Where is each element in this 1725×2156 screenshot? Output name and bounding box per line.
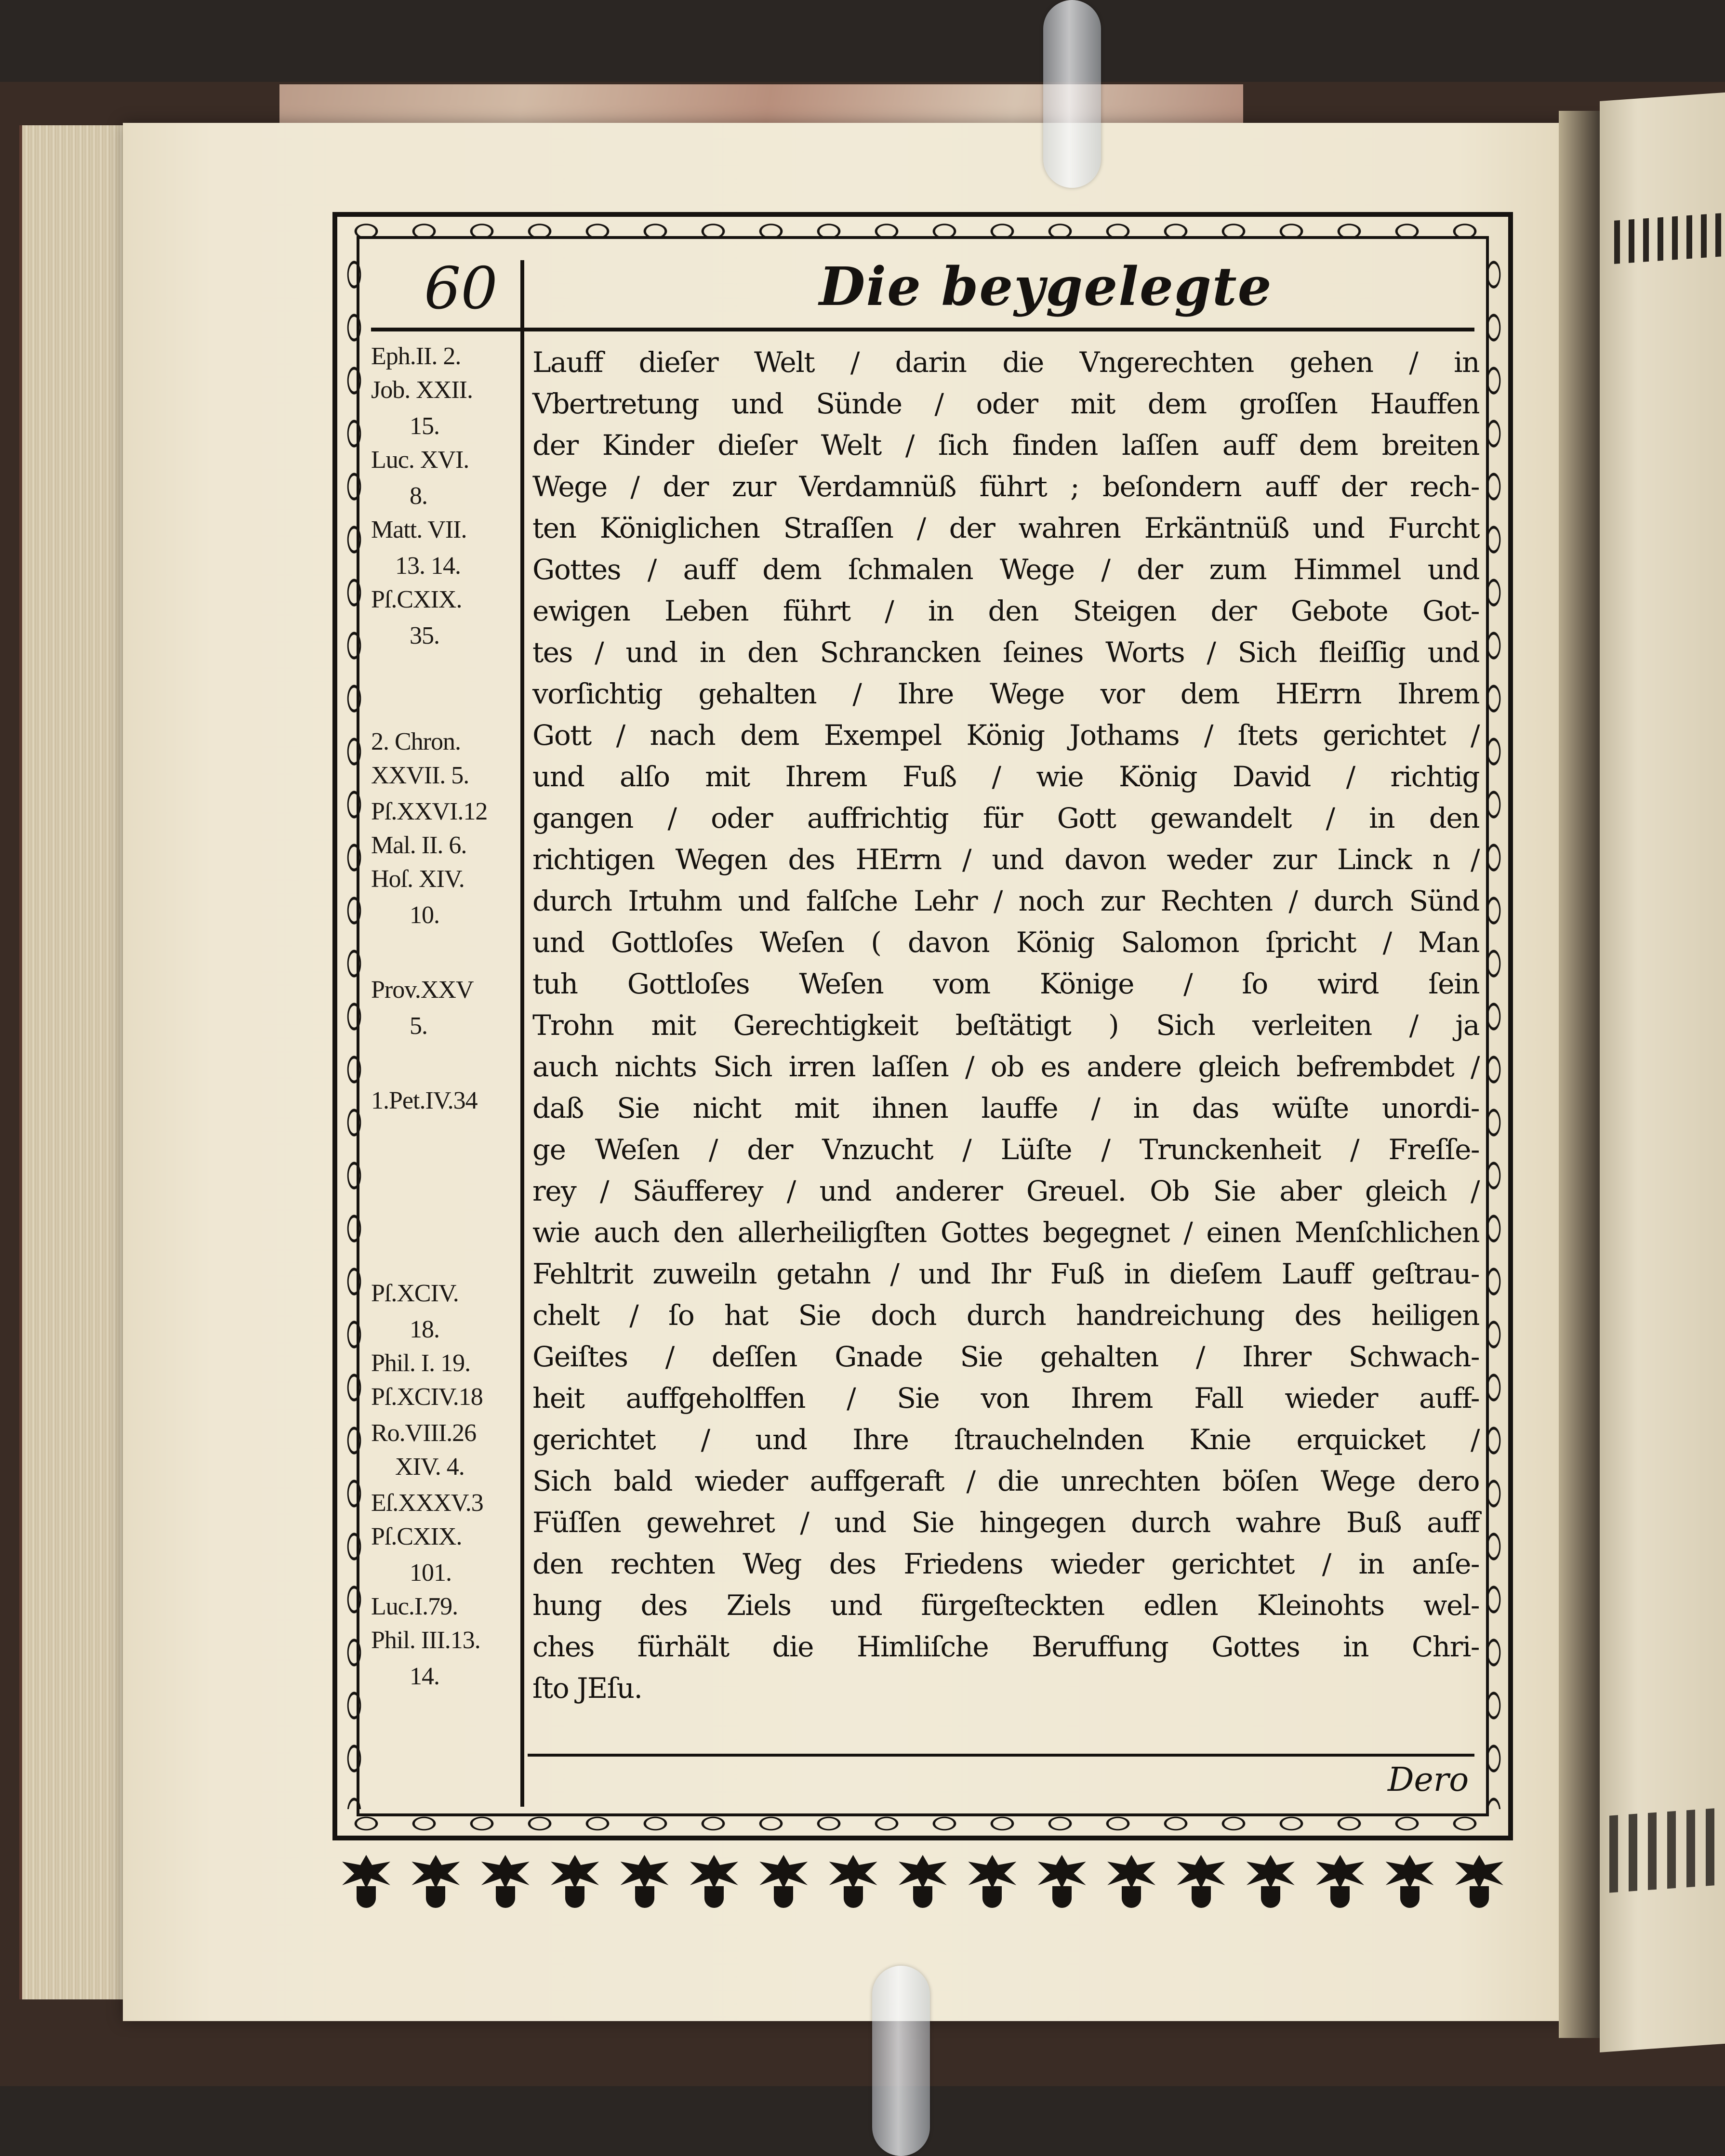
footer-rule	[528, 1754, 1474, 1757]
text-line: der Kinder dieſer Welt / ſich finden laſſen auff dem breiten	[532, 429, 1479, 462]
text-line: tes / und in den Schrancken ſeines Worts / Sich fleiſſig und	[532, 636, 1479, 669]
fleuron-icon	[894, 1852, 952, 1910]
fleuron-icon	[337, 1852, 395, 1910]
margin-ref: Hoſ. XIV.	[371, 865, 464, 893]
margin-ref: XXVII. 5.	[371, 762, 469, 789]
left-ornament-border	[340, 248, 369, 1809]
text-line: und Gottloſes Weſen ( davon König Salomon ſpricht / Man	[532, 926, 1479, 959]
fleuron-icon	[685, 1852, 743, 1910]
text-line: Trohn mit Gerechtigkeit beſtätigt ) Sich verleiten / ja	[532, 1009, 1479, 1042]
top-ornament-border	[337, 214, 1508, 248]
margin-ref: Eſ.XXXV.3	[371, 1489, 483, 1517]
margin-ref: 5.	[410, 1012, 427, 1040]
page-clip-bottom	[872, 1966, 930, 2156]
text-line: daß Sie nicht mit ihnen lauffe / in das wüſte unordi-	[532, 1092, 1479, 1124]
fleuron-icon	[616, 1852, 674, 1910]
margin-column-rule	[520, 260, 524, 1807]
book-gutter	[1559, 111, 1602, 2038]
margin-ref: Prov.XXV	[371, 976, 474, 1004]
text-line: Sich bald wieder auffgeraft / die unrechten böſen Wege dero	[532, 1465, 1479, 1497]
text-line: heit auffgeholffen / Sie von Ihrem Fall wieder auff-	[532, 1382, 1479, 1415]
text-line: Gottes / auff dem ſchmalen Wege / der zum Himmel und	[532, 553, 1479, 586]
text-line: Wege / der zur Verdamnüß führt ; beſondern auff der rech-	[532, 470, 1479, 503]
text-line: Vbertretung und Sünde / oder mit dem groſſen Hauffen	[532, 387, 1479, 420]
fleuron-icon	[1102, 1852, 1160, 1910]
margin-ref: Luc. XVI.	[371, 446, 469, 474]
margin-ref: 14.	[410, 1663, 439, 1690]
text-line: wie auch den allerheiligſten Gottes begegnet / einen Menſchlichen	[532, 1216, 1479, 1249]
margin-ref: Pſ.CXIX.	[371, 586, 462, 613]
text-line: Geiſtes / deſſen Gnade Sie gehalten / Ihrer Schwach-	[532, 1340, 1479, 1373]
text-line: rey / Säufferey / und anderer Greuel. Ob Sie aber gleich /	[532, 1175, 1479, 1207]
margin-ref: 2. Chron.	[371, 728, 461, 755]
text-line: ſto JEſu.	[532, 1672, 642, 1705]
margin-ref: Pſ.XCIV.18	[371, 1383, 483, 1411]
text-line: ches fürhält die Himliſche Beruffung Gottes in Chri-	[532, 1630, 1479, 1663]
text-line: Gott / nach dem Exempel König Jothams / ſtets gerichtet /	[532, 719, 1479, 752]
text-line: Lauff dieſer Welt / darin die Vngerechten gehen / in	[532, 346, 1479, 379]
text-line: den rechten Weg des Friedens wieder gerichtet / in anſe-	[532, 1548, 1479, 1580]
fleuron-icon	[824, 1852, 882, 1910]
text-line: gerichtet / und Ihre ſtrauchelnden Knie erquicket /	[532, 1423, 1479, 1456]
margin-ref: 35.	[410, 622, 439, 649]
page-number: 60	[424, 255, 498, 322]
margin-ref: 13. 14.	[395, 552, 461, 580]
fleuron-icon	[1311, 1852, 1369, 1910]
margin-ref: Job. XXII.	[371, 376, 473, 404]
margin-ref: 18.	[410, 1316, 439, 1343]
facing-page	[1600, 93, 1725, 2052]
margin-ref: 1.Pet.IV.34	[371, 1087, 478, 1114]
text-line: Füſſen gewehret / und Sie hingegen durch wahre Buß auff	[532, 1506, 1479, 1539]
margin-ref: 8.	[410, 482, 427, 510]
fleuron-icon	[1172, 1852, 1230, 1910]
header-rule	[371, 328, 1474, 331]
fleuron-icon	[477, 1852, 534, 1910]
margin-ref: Phil. III.13.	[371, 1627, 480, 1654]
margin-ref: Eph.II. 2.	[371, 343, 461, 370]
fleuron-icon	[546, 1852, 604, 1910]
margin-ref: Pſ.XXVI.12	[371, 798, 488, 825]
facing-page-ornament-top	[1614, 212, 1725, 264]
fleuron-ornament-band	[337, 1848, 1508, 1915]
text-line: durch Irtuhm und falſche Lehr / noch zur Rechten / durch Sünd	[532, 885, 1479, 917]
page-edges	[19, 125, 138, 1999]
margin-ref: Mal. II. 6.	[371, 832, 467, 859]
running-head: Die beygelegte	[819, 255, 1273, 317]
margin-ref: Pſ.XCIV.	[371, 1280, 459, 1307]
margin-ref: 101.	[410, 1559, 451, 1587]
margin-ref: Ro.VIII.26	[371, 1419, 477, 1447]
text-line: tuh Gottloſes Weſen vom Könige / ſo wird ſein	[532, 967, 1479, 1000]
fleuron-icon	[407, 1852, 464, 1910]
right-ornament-border	[1479, 248, 1508, 1809]
bottom-ornament-border	[337, 1809, 1508, 1838]
text-line: hung des Ziels und fürgeſteckten edlen Kleinohts wel-	[532, 1589, 1479, 1622]
margin-ref: Luc.I.79.	[371, 1593, 458, 1620]
text-line: ge Weſen / der Vnzucht / Lüſte / Trunckenheit / Freſſe-	[532, 1133, 1479, 1166]
catchword: Dero	[1388, 1761, 1469, 1799]
text-line: chelt / ſo hat Sie doch durch handreichung des heiligen	[532, 1299, 1479, 1332]
text-line: und alſo mit Ihrem Fuß / wie König David / richtig	[532, 760, 1479, 793]
margin-ref: 15.	[410, 412, 439, 440]
margin-ref: XIV. 4.	[395, 1453, 464, 1481]
text-line: auch nichts Sich irren laſſen / ob es andere gleich befrembdet /	[532, 1050, 1479, 1083]
margin-ref: Phil. I. 19.	[371, 1349, 471, 1377]
facing-page-ornament-bottom	[1609, 1807, 1725, 1892]
text-line: Fehltrit zuweiln getahn / und Ihr Fuß in dieſem Lauff geſtrau-	[532, 1257, 1479, 1290]
fleuron-icon	[1381, 1852, 1439, 1910]
text-line: richtigen Wegen des HErrn / und davon weder zur Linck n /	[532, 843, 1479, 876]
text-line: gangen / oder auffrichtig für Gott gewandelt / in den	[532, 802, 1479, 834]
fleuron-icon	[1450, 1852, 1508, 1910]
margin-ref: Pſ.CXIX.	[371, 1523, 462, 1550]
fleuron-icon	[1033, 1852, 1091, 1910]
text-line: ten Königlichen Straſſen / der wahren Erkäntnüß und Furcht	[532, 512, 1479, 544]
page-clip-top	[1043, 0, 1101, 188]
fleuron-icon	[1242, 1852, 1300, 1910]
margin-ref: 10.	[410, 901, 439, 929]
margin-ref: Matt. VII.	[371, 516, 467, 543]
text-line: ewigen Leben führt / in den Steigen der Gebote Got-	[532, 595, 1479, 627]
text-line: vorſichtig gehalten / Ihre Wege vor dem HErrn Ihrem	[532, 677, 1479, 710]
fleuron-icon	[755, 1852, 812, 1910]
fleuron-icon	[963, 1852, 1021, 1910]
